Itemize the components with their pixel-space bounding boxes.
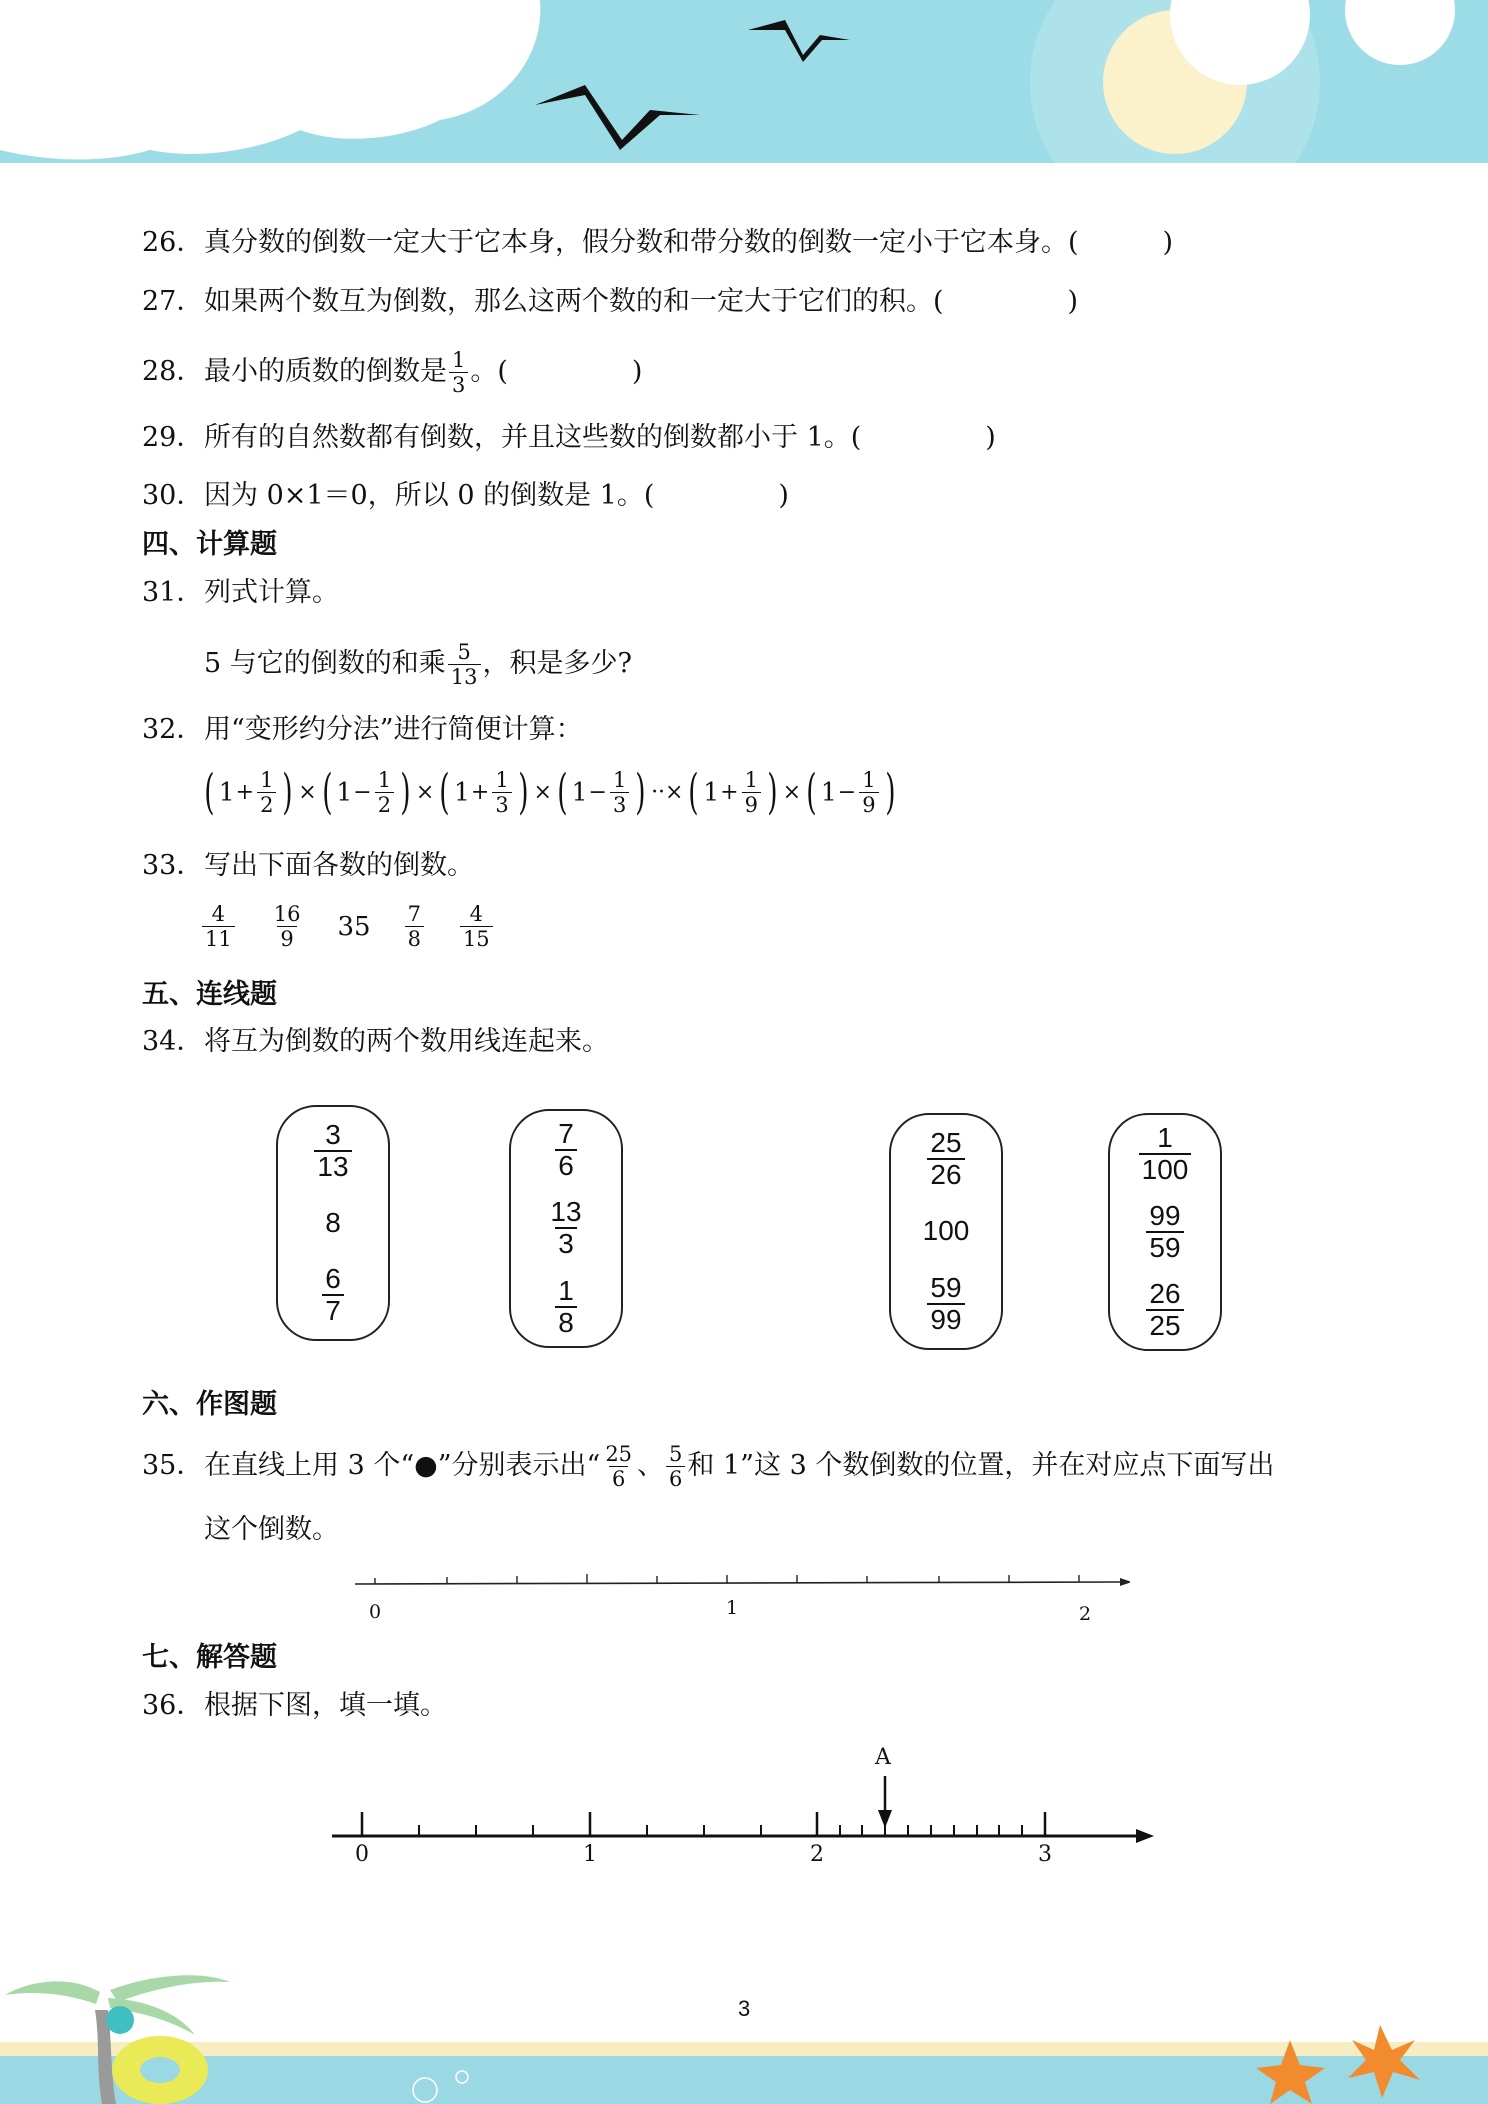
question-34: 34．将互为倒数的两个数用线连起来。 (142, 1026, 609, 1057)
header-banner (0, 0, 1488, 168)
question-35: 35．在直线上用 3 个“●”分别表示出“ $\frac{25}{6}$ 、 $\frac{5}{6}$ 和 1”这 3 个数倒数的位置，并在对应点下面写出 (142, 1442, 1275, 1491)
term-one: 1 (336, 777, 353, 807)
swim-ring-icon (112, 2036, 208, 2104)
factor-group (318, 762, 415, 822)
number-group (276, 1105, 390, 1341)
section-heading-5: 五、连线题 (142, 979, 277, 1010)
reciprocal-items (200, 902, 495, 951)
axis36-label-3: 3 (1038, 1842, 1052, 1867)
operator: + (235, 779, 255, 805)
whole-number: 35 (337, 911, 371, 942)
term-one: 1 (453, 777, 470, 807)
operator: − (353, 779, 372, 805)
right-paren: ) (767, 764, 778, 820)
times-sign: × (533, 779, 552, 805)
fraction: $\frac{1}{2}$ (375, 768, 394, 817)
times-sign: × (782, 779, 802, 805)
fraction: $\frac{5}{13}$ (448, 640, 481, 689)
fraction: $\frac{1}{9}$ (742, 768, 761, 817)
right-paren: ) (282, 764, 293, 820)
question-27: 27．如果两个数互为倒数，那么这两个数的和一定大于它们的积。( ) (142, 286, 1079, 317)
factor-group (553, 762, 650, 822)
footer-banner (0, 1920, 1488, 2104)
fraction: $\frac{7}{6}$ (555, 1119, 577, 1181)
operator: − (588, 779, 607, 805)
whole-number: 100 (922, 1215, 970, 1247)
axis36-label-1: 1 (583, 1842, 597, 1867)
left-paren: ( (557, 764, 568, 820)
term-one: 1 (820, 777, 837, 807)
question-31-prompt: 5 与它的倒数的和乘 $\frac{5}{13}$ ，积是多少? (204, 640, 632, 689)
number-group (509, 1109, 623, 1348)
axis-label-1: 1 (726, 1597, 739, 1619)
number-line-36 (330, 1740, 1160, 1860)
left-paren: ( (688, 764, 700, 820)
number-group (889, 1113, 1003, 1350)
number-line-35 (350, 1568, 1130, 1628)
section-heading-4: 四、计算题 (142, 529, 277, 560)
question-31: 31．列式计算。 (142, 577, 339, 608)
operator: − (837, 779, 857, 805)
fraction: $\frac{4}{11}$ (202, 902, 235, 951)
left-paren: ( (321, 764, 333, 820)
right-paren: ) (635, 764, 646, 820)
factor-group (200, 762, 297, 822)
number-group (1108, 1113, 1222, 1351)
left-paren: ( (806, 764, 817, 820)
term-one: 1 (218, 777, 235, 807)
term-one: 1 (703, 777, 720, 807)
fraction: $\frac{1}{8}$ (555, 1276, 577, 1338)
fraction: $\frac{16}{9}$ (273, 902, 301, 951)
fraction: $\frac{1}{9}$ (859, 768, 878, 817)
question-35-cont: 这个倒数。 (204, 1514, 339, 1545)
fraction: $\frac{1}{3}$ (492, 768, 511, 817)
question-36: 36．根据下图，填一填。 (142, 1690, 447, 1721)
question-29: 29．所有的自然数都有倒数，并且这些数的倒数都小于 1。( ) (142, 422, 996, 453)
fraction: $\frac{26}{25}$ (1146, 1279, 1183, 1341)
term-one: 1 (571, 777, 588, 807)
left-paren: ( (439, 764, 450, 820)
question-26: 26．真分数的倒数一定大于它本身，假分数和带分数的倒数一定小于它本身。( ) (142, 227, 1174, 258)
fraction: $\frac{1}{100}$ (1139, 1123, 1192, 1185)
fraction: $\frac{25}{26}$ (927, 1128, 964, 1190)
operator: + (470, 779, 490, 805)
fraction: $\frac{6}{7}$ (322, 1264, 344, 1326)
fraction: $\frac{25}{6}$ (605, 1442, 633, 1491)
factor-group (684, 762, 781, 822)
times-sign: ··× (651, 779, 684, 805)
times-sign: × (415, 779, 435, 805)
axis-label-2: 2 (1079, 1603, 1092, 1625)
question-33: 33．写出下面各数的倒数。 (142, 850, 474, 881)
left-paren: ( (204, 764, 215, 820)
axis36-label-2: 2 (810, 1842, 824, 1867)
fraction: $\frac{4}{15}$ (460, 902, 493, 951)
fraction: $\frac{7}{8}$ (405, 902, 424, 951)
fraction: $\frac{13}{3}$ (550, 1196, 582, 1260)
section-heading-7: 七、解答题 (142, 1642, 277, 1673)
question-32: 32．用“变形约分法”进行简便计算： (142, 714, 583, 745)
arrow-down-icon (878, 1776, 892, 1828)
operator: + (720, 779, 739, 805)
factor-group (435, 762, 532, 822)
expression-32 (200, 762, 899, 822)
times-sign: × (298, 779, 317, 805)
fraction: $\frac{5}{6}$ (666, 1442, 685, 1491)
question-28: 28．最小的质数的倒数是 $\frac{1}{3}$ 。( ) (142, 348, 643, 397)
right-paren: ) (884, 764, 896, 820)
whole-number: 8 (325, 1206, 341, 1238)
axis-label-0: 0 (369, 1601, 382, 1623)
fraction: $\frac{1}{3}$ (449, 348, 468, 397)
fraction: $\frac{1}{2}$ (257, 768, 276, 817)
axis36-label-0: 0 (355, 1842, 369, 1867)
factor-group (802, 762, 899, 822)
point-label-a: A (875, 1745, 891, 1770)
section-heading-6: 六、作图题 (142, 1389, 277, 1420)
question-30: 30．因为 0×1＝0，所以 0 的倒数是 1。( ) (142, 480, 789, 511)
fraction: $\frac{3}{13}$ (314, 1120, 351, 1182)
page-number: 3 (738, 1996, 751, 2021)
right-paren: ) (400, 764, 411, 820)
fraction: $\frac{99}{59}$ (1146, 1201, 1183, 1263)
right-paren: ) (517, 764, 529, 820)
fraction: $\frac{59}{99}$ (927, 1273, 964, 1335)
fraction: $\frac{1}{3}$ (610, 768, 629, 817)
